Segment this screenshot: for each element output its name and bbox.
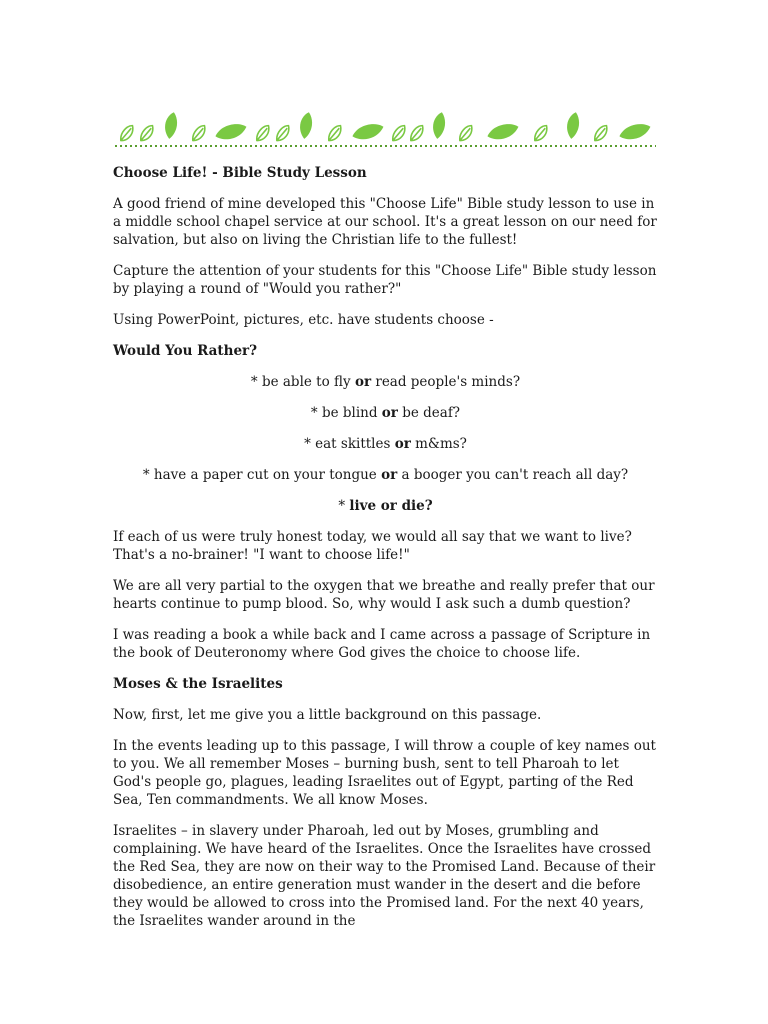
leaf-icon [591,125,610,141]
document-body [113,164,658,930]
leaf-icon [431,111,446,139]
option-line-final [113,497,658,515]
leaf-icon [407,125,426,141]
page-title: Choose Life! - Bible Study Lesson [113,165,367,181]
leaf-icon [618,123,652,141]
leaf-icon [273,125,292,141]
option-text: be deaf? [397,405,461,421]
option-text: * be able to fly [250,374,355,390]
option-text: read people's minds? [371,374,521,390]
option-line [113,435,658,453]
document-page [113,108,658,943]
leaf-icon [137,125,156,141]
option-text: m&ms? [410,436,467,452]
leaf-icon [214,123,248,141]
intro-paragraph-1: A good friend of mine developed this "Choose Life" Bible study lesson to use in a middle school chapel service at our school. It's a great lesson on our need for salvation, but also on living the Christian life to the fullest! [113,196,657,248]
paragraph-israelites: Israelites – in slavery under Pharoah, led out by Moses, grumbling and complaining. We have heard of the Israelites. Once the Israelites have crossed the Red Sea, they are now on their way to the Promised Land. Because of their disobedience, an entire generation must wander in the desert and die before they would be allowed to cross into the Promised land. For the next 40 years, the Israelites wander around in the [113,823,656,929]
option-line [113,373,658,391]
option-text: * have a paper cut on your tongue [142,467,382,483]
moses-heading: Moses & the Israelites [113,676,283,692]
option-or: or [354,374,372,390]
leaf-icon [325,125,344,141]
leaf-icon [389,125,408,141]
option-or: or [381,405,398,421]
leaf-icon [486,123,520,141]
leaf-icon [163,111,178,139]
option-live-or-die: live or die? [349,498,433,514]
option-text: * be blind [310,405,382,421]
leaf-banner-decoration [113,108,658,152]
paragraph-events: In the events leading up to this passage, I will throw a couple of key names out to you. We all remember Moses – burning bush, sent to tell Pharoah to let God's people go, plagues, leading Israelites out of Egypt, parting of the Red Sea, Ten commandments. We all know Moses. [113,738,656,808]
intro-paragraph-2: Capture the attention of your students for this "Choose Life" Bible study lesson by playing a round of "Would you rather?" [113,263,657,297]
paragraph-background: Now, first, let me give you a little background on this passage. [113,707,542,723]
paragraph-oxygen: We are all very partial to the oxygen that we breathe and really prefer that our hearts continue to pump blood. So, why would I ask such a dumb question? [113,578,655,612]
leaf-icon [531,125,550,141]
option-text: a booger you can't reach all day? [397,467,629,483]
leaf-icon [117,125,136,141]
leaf-icon [189,125,208,141]
intro-paragraph-3: Using PowerPoint, pictures, etc. have students choose - [113,312,494,328]
paragraph-reading: I was reading a book a while back and I came across a passage of Scripture in the book of Deuteronomy where God gives the choice to choose life. [113,627,651,661]
paragraph-honest: If each of us were truly honest today, we would all say that we want to live? That's a no-brainer! "I want to choose life!" [113,529,632,563]
option-line [113,466,658,484]
leaf-icon [298,111,313,139]
option-text: * eat skittles [304,436,395,452]
option-or: or [381,467,398,483]
leaf-icon [351,123,385,141]
option-or: or [394,436,411,452]
would-you-rather-heading: Would You Rather? [113,343,258,359]
option-line [113,404,658,422]
leaf-icon [565,111,580,139]
leaf-icon [253,125,272,141]
option-text: * [338,498,350,514]
leaf-icon [456,125,475,141]
